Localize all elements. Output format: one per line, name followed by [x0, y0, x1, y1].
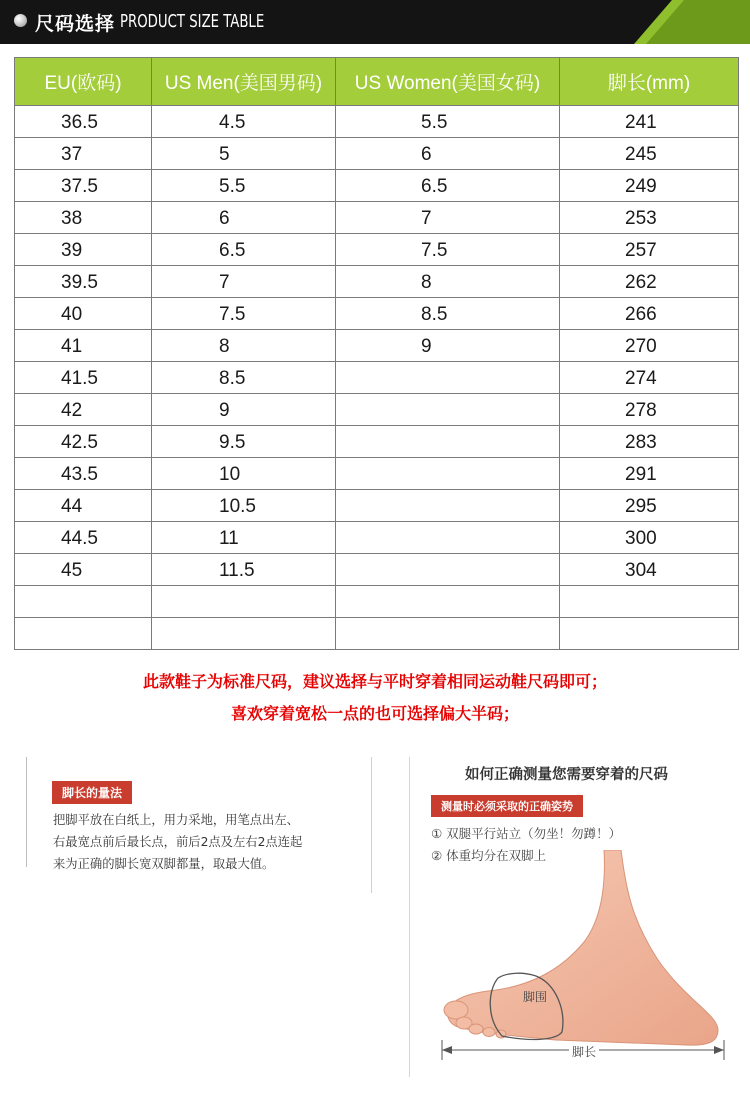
cell-us-men: 8.5 — [152, 362, 336, 394]
cell-us-women: 5.5 — [336, 106, 560, 138]
table-row — [15, 202, 739, 234]
cell-foot-length: 270 — [560, 330, 739, 362]
cell-foot-length: 283 — [560, 426, 739, 458]
cell-eu: 44.5 — [15, 522, 152, 554]
method-line: 来为正确的脚长宽双脚都量，取最大值。 — [53, 857, 275, 871]
measure-heading: 如何正确测量您需要穿着的尺码 — [465, 767, 668, 783]
posture-step: ① 双腿平行站立（勿坐！勿蹲！） — [431, 826, 622, 841]
cell-eu: 44 — [15, 490, 152, 522]
cell-eu — [15, 586, 152, 618]
cell-eu: 43.5 — [15, 458, 152, 490]
cell-foot-length — [560, 618, 739, 650]
table-row — [15, 298, 739, 330]
cell-us-men — [152, 618, 336, 650]
table-header-row — [15, 58, 739, 106]
cell-us-women: 7 — [336, 202, 560, 234]
cell-foot-length — [560, 586, 739, 618]
cell-us-women — [336, 618, 560, 650]
cell-us-men: 7 — [152, 266, 336, 298]
cell-us-men: 9 — [152, 394, 336, 426]
cell-us-women — [336, 522, 560, 554]
table-row — [15, 234, 739, 266]
cell-us-men: 6 — [152, 202, 336, 234]
posture-step: ② 体重均分在双脚上 — [431, 848, 547, 863]
cell-us-women — [336, 362, 560, 394]
method-line: 右最宽点前后最长点，前后2点及左右2点连起 — [53, 835, 303, 849]
cell-us-women: 8 — [336, 266, 560, 298]
toe — [483, 1028, 495, 1037]
foot-girth-label: 脚围 — [523, 990, 548, 1004]
table-row — [15, 458, 739, 490]
cell-us-men: 5 — [152, 138, 336, 170]
cell-foot-length: 300 — [560, 522, 739, 554]
column-header-foot-length: 脚长(mm) — [560, 58, 739, 106]
table-row — [15, 106, 739, 138]
divider — [26, 757, 27, 867]
cell-foot-length: 266 — [560, 298, 739, 330]
cell-foot-length: 245 — [560, 138, 739, 170]
table-row — [15, 330, 739, 362]
cell-us-men: 4.5 — [152, 106, 336, 138]
foot-shape — [448, 850, 718, 1045]
column-header-eu: EU(欧码) — [15, 58, 152, 106]
cell-foot-length: 274 — [560, 362, 739, 394]
foot-length-method-text — [53, 809, 368, 875]
cell-foot-length: 262 — [560, 266, 739, 298]
cell-us-women: 6 — [336, 138, 560, 170]
cell-foot-length: 253 — [560, 202, 739, 234]
column-header-us-men: US Men(美国男码) — [152, 58, 336, 106]
table-row — [15, 426, 739, 458]
cell-foot-length: 241 — [560, 106, 739, 138]
cell-us-men: 7.5 — [152, 298, 336, 330]
cell-us-women: 8.5 — [336, 298, 560, 330]
cell-foot-length: 291 — [560, 458, 739, 490]
cell-eu: 40 — [15, 298, 152, 330]
cell-foot-length: 295 — [560, 490, 739, 522]
cell-eu: 41.5 — [15, 362, 152, 394]
cell-us-women — [336, 554, 560, 586]
header-bar — [0, 0, 750, 44]
posture-tag: 测量时必须采取的正确姿势 — [431, 795, 583, 817]
divider — [409, 757, 410, 1077]
table-row — [15, 490, 739, 522]
foot-illustration — [436, 850, 736, 1070]
size-note-2: 喜欢穿着宽松一点的也可选择偏大半码； — [230, 704, 519, 723]
cell-eu: 42 — [15, 394, 152, 426]
table-row — [15, 170, 739, 202]
cell-us-men — [152, 586, 336, 618]
big-toe — [444, 1001, 468, 1019]
cell-eu: 36.5 — [15, 106, 152, 138]
header-title-en: PRODUCT SIZE TABLE — [120, 11, 265, 32]
cell-eu: 39 — [15, 234, 152, 266]
cell-us-women — [336, 490, 560, 522]
cell-us-men: 10.5 — [152, 490, 336, 522]
table-row — [15, 138, 739, 170]
header-accent-stripe — [600, 0, 750, 44]
table-row — [15, 554, 739, 586]
cell-us-men: 9.5 — [152, 426, 336, 458]
foot-length-method-tag: 脚长的量法 — [52, 781, 132, 804]
cell-us-men: 10 — [152, 458, 336, 490]
cell-us-women: 7.5 — [336, 234, 560, 266]
cell-us-women — [336, 458, 560, 490]
cell-eu: 37.5 — [15, 170, 152, 202]
table-row — [15, 362, 739, 394]
cell-us-men: 11 — [152, 522, 336, 554]
bullet-icon — [14, 14, 27, 27]
cell-foot-length: 304 — [560, 554, 739, 586]
foot-length-method-panel — [26, 757, 372, 893]
cell-eu: 45 — [15, 554, 152, 586]
toe — [469, 1024, 483, 1034]
cell-us-women: 6.5 — [336, 170, 560, 202]
table-body — [15, 106, 739, 650]
cell-us-women — [336, 394, 560, 426]
cell-eu — [15, 618, 152, 650]
column-header-us-women: US Women(美国女码) — [336, 58, 560, 106]
cell-us-men: 5.5 — [152, 170, 336, 202]
method-line: 把脚平放在白纸上，用力采地，用笔点出左、 — [53, 813, 299, 827]
cell-us-women — [336, 426, 560, 458]
cell-us-women: 9 — [336, 330, 560, 362]
size-note-1: 此款鞋子为标准尺码，建议选择与平时穿着相同运动鞋尺码即可； — [142, 672, 607, 691]
cell-us-men: 8 — [152, 330, 336, 362]
table-row — [15, 522, 739, 554]
table-row — [15, 618, 739, 650]
cell-eu: 38 — [15, 202, 152, 234]
table-row — [15, 394, 739, 426]
arrow-left-icon — [442, 1046, 452, 1054]
arrow-right-icon — [714, 1046, 724, 1054]
cell-eu: 39.5 — [15, 266, 152, 298]
cell-eu: 42.5 — [15, 426, 152, 458]
table-row — [15, 266, 739, 298]
cell-eu: 37 — [15, 138, 152, 170]
size-table — [14, 57, 739, 650]
cell-foot-length: 257 — [560, 234, 739, 266]
cell-us-men: 6.5 — [152, 234, 336, 266]
header-title-cn: 尺码选择 — [35, 13, 116, 35]
cell-eu: 41 — [15, 330, 152, 362]
cell-us-men: 11.5 — [152, 554, 336, 586]
table-row — [15, 586, 739, 618]
foot-length-label: 脚长 — [569, 1043, 599, 1060]
cell-foot-length: 249 — [560, 170, 739, 202]
cell-foot-length: 278 — [560, 394, 739, 426]
cell-us-women — [336, 586, 560, 618]
